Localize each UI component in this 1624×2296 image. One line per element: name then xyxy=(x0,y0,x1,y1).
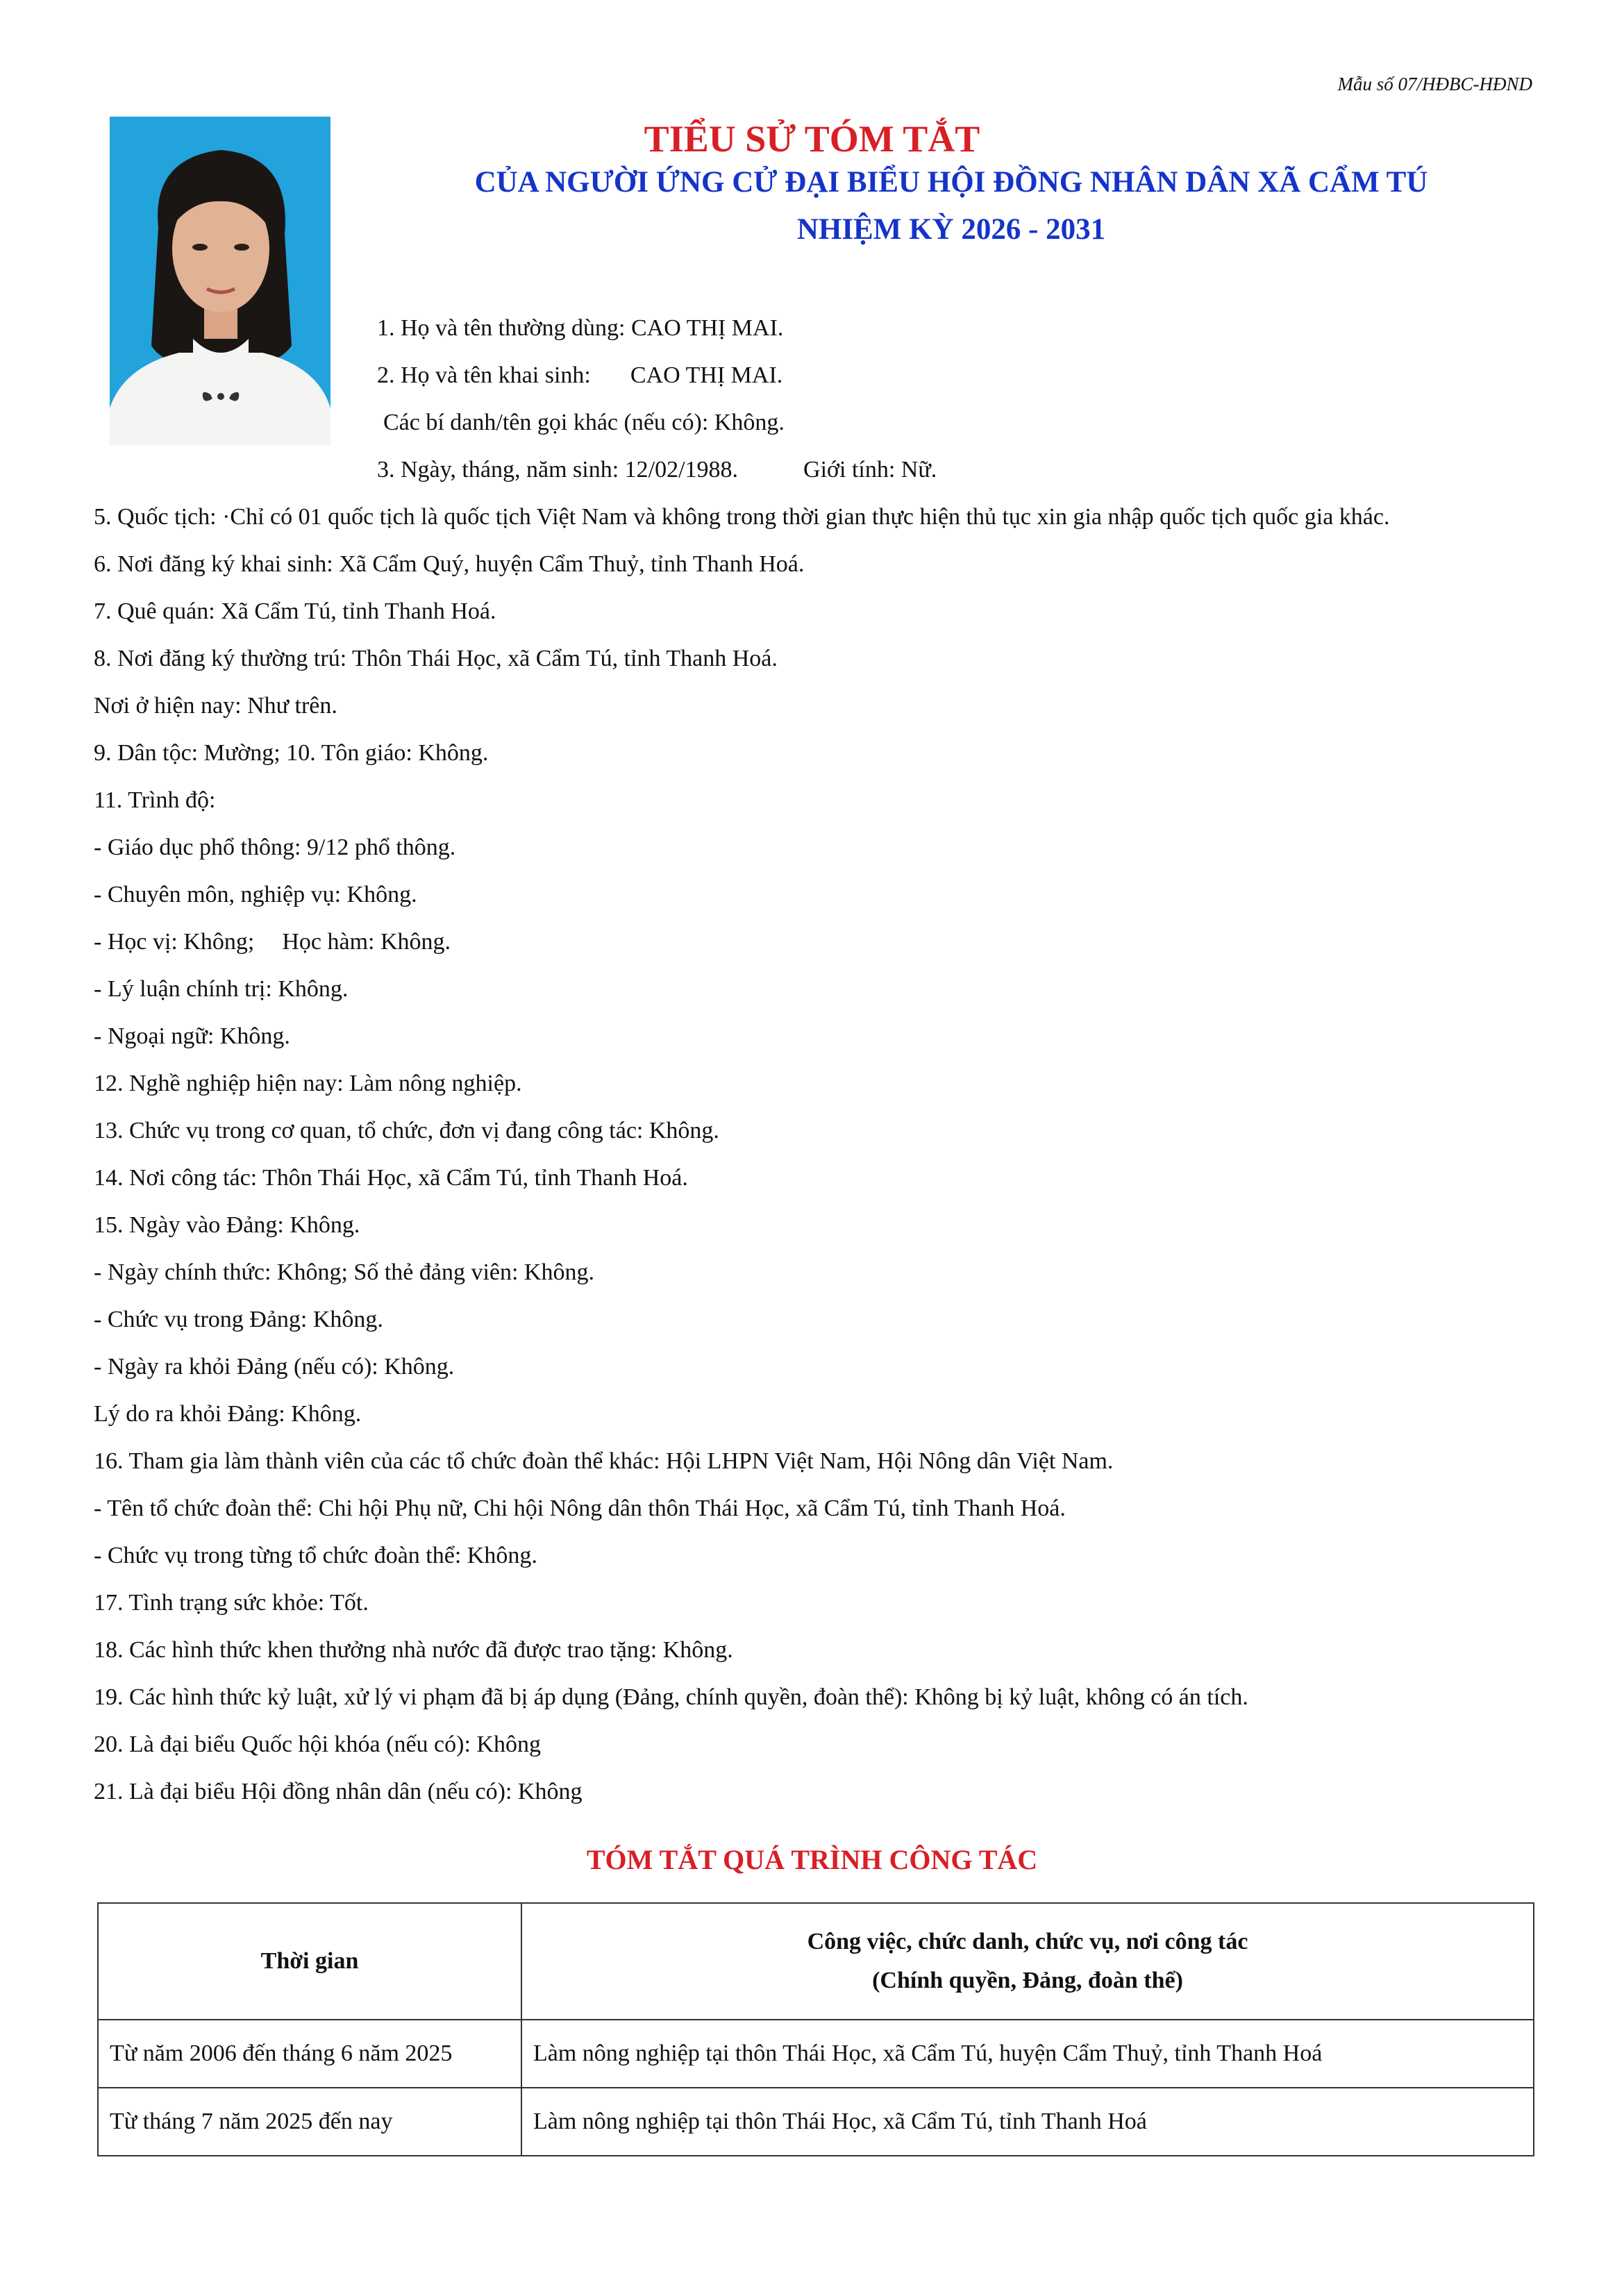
page-title: TIỂU SỬ TÓM TẮT xyxy=(644,118,980,160)
education-heading: 11. Trình độ: xyxy=(94,787,216,813)
party-leave-reason-line: Lý do ra khỏi Đảng: Không. xyxy=(94,1401,362,1427)
table-header-row xyxy=(98,1903,1534,2020)
party-official-line: - Ngày chính thức: Không; Số thẻ đảng viên: Không. xyxy=(94,1259,594,1285)
organization-names-line: - Tên tổ chức đoàn thể: Chi hội Phụ nữ, Chi hội Nông dân thôn Thái Học, xã Cẩm Tú, tỉnh Thanh Hoá. xyxy=(94,1495,1066,1521)
birth-registration-line: 6. Nơi đăng ký khai sinh: Xã Cẩm Quý, huyện Cẩm Thuỷ, tỉnh Thanh Hoá. xyxy=(94,551,805,577)
birth-name-label: 2. Họ và tên khai sinh: xyxy=(377,362,591,388)
page-subtitle: CỦA NGƯỜI ỨNG CỬ ĐẠI BIỂU HỘI ĐỒNG NHÂN DÂN XÃ CẨM TÚ xyxy=(474,166,1428,199)
specialty-line: - Chuyên môn, nghiệp vụ: Không. xyxy=(94,882,417,907)
gender-value: Giới tính: Nữ. xyxy=(803,457,937,483)
party-position-line: - Chức vụ trong Đảng: Không. xyxy=(94,1307,383,1332)
nationality-line: 5. Quốc tịch: ·Chỉ có 01 quốc tịch là quốc tịch Việt Nam và không trong thời gian thực hiện thủ tục xin gia nhập quốc tịch quốc gia khác. xyxy=(94,504,1390,530)
dob-line xyxy=(377,456,937,484)
row-job: Làm nông nghiệp tại thôn Thái Học, xã Cẩm Tú, huyện Cẩm Thuỷ, tỉnh Thanh Hoá xyxy=(521,2020,1534,2088)
current-residence-line: Nơi ở hiện nay: Như trên. xyxy=(94,693,337,719)
permanent-residence-line: 8. Nơi đăng ký thường trú: Thôn Thái Học, xã Cẩm Tú, tỉnh Thanh Hoá. xyxy=(94,646,778,671)
political-theory-line: - Lý luận chính trị: Không. xyxy=(94,976,349,1002)
common-name-line: 1. Họ và tên thường dùng: CAO THỊ MAI. xyxy=(377,315,784,341)
organization-position-line: - Chức vụ trong từng tổ chức đoàn thể: Không. xyxy=(94,1543,537,1568)
col-time-header: Thời gian xyxy=(98,1903,521,2020)
party-leave-line: - Ngày ra khỏi Đảng (nếu có): Không. xyxy=(94,1354,455,1380)
organizations-line: 16. Tham gia làm thành viên của các tổ chức đoàn thể khác: Hội LHPN Việt Nam, Hội Nông dân Việt Nam. xyxy=(94,1448,1114,1474)
table-row xyxy=(98,2088,1534,2156)
work-history-title: TÓM TẮT QUÁ TRÌNH CÔNG TÁC xyxy=(586,1844,1038,1875)
degree-value: - Học vị: Không; xyxy=(94,929,255,955)
alias-line: Các bí danh/tên gọi khác (nếu có): Không. xyxy=(383,410,785,435)
health-line: 17. Tình trạng sức khỏe: Tốt. xyxy=(94,1590,369,1616)
col-job-title: Công việc, chức danh, chức vụ, nơi công tác xyxy=(807,1929,1248,1954)
dob-value: 3. Ngày, tháng, năm sinh: 12/02/1988. xyxy=(377,457,739,483)
awards-line: 18. Các hình thức khen thưởng nhà nước đã được trao tặng: Không. xyxy=(94,1637,733,1663)
peoples-council-line: 21. Là đại biểu Hội đồng nhân dân (nếu có): Không xyxy=(94,1779,583,1804)
position-line: 13. Chức vụ trong cơ quan, tổ chức, đơn vị đang công tác: Không. xyxy=(94,1118,719,1143)
degree-line xyxy=(94,928,451,956)
general-education-line: - Giáo dục phổ thông: 9/12 phổ thông. xyxy=(94,835,456,860)
work-history-table xyxy=(97,1902,1534,2156)
workplace-line: 14. Nơi công tác: Thôn Thái Học, xã Cẩm Tú, tỉnh Thanh Hoá. xyxy=(94,1165,688,1191)
ethnicity-religion-line: 9. Dân tộc: Mường; 10. Tôn giáo: Không. xyxy=(94,740,489,766)
col-job-header xyxy=(521,1903,1534,2020)
row-time: Từ tháng 7 năm 2025 đến nay xyxy=(98,2088,521,2156)
row-time: Từ năm 2006 đến tháng 6 năm 2025 xyxy=(98,2020,521,2088)
table-row xyxy=(98,2020,1534,2088)
col-job-subtitle: (Chính quyền, Đảng, đoàn thể) xyxy=(872,1968,1183,1993)
birth-name-line xyxy=(377,362,782,389)
occupation-line: 12. Nghề nghiệp hiện nay: Làm nông nghiệp. xyxy=(94,1071,522,1096)
party-join-line: 15. Ngày vào Đảng: Không. xyxy=(94,1212,360,1238)
form-code: Mẫu số 07/HĐBC-HĐND xyxy=(1337,74,1532,94)
term-subtitle: NHIỆM KỲ 2026 - 2031 xyxy=(796,213,1106,246)
discipline-line: 19. Các hình thức kỷ luật, xử lý vi phạm đã bị áp dụng (Đảng, chính quyền, đoàn thể): Không bị kỷ luật, không có án tích. xyxy=(94,1684,1248,1710)
foreign-language-line: - Ngoại ngữ: Không. xyxy=(94,1023,290,1049)
row-job: Làm nông nghiệp tại thôn Thái Học, xã Cẩm Tú, tỉnh Thanh Hoá xyxy=(521,2088,1534,2156)
birth-name-value: CAO THỊ MAI. xyxy=(630,362,783,388)
academic-title-value: Học hàm: Không. xyxy=(282,929,451,955)
national-assembly-line: 20. Là đại biểu Quốc hội khóa (nếu có): Không xyxy=(94,1732,541,1757)
hometown-line: 7. Quê quán: Xã Cẩm Tú, tỉnh Thanh Hoá. xyxy=(94,598,496,624)
